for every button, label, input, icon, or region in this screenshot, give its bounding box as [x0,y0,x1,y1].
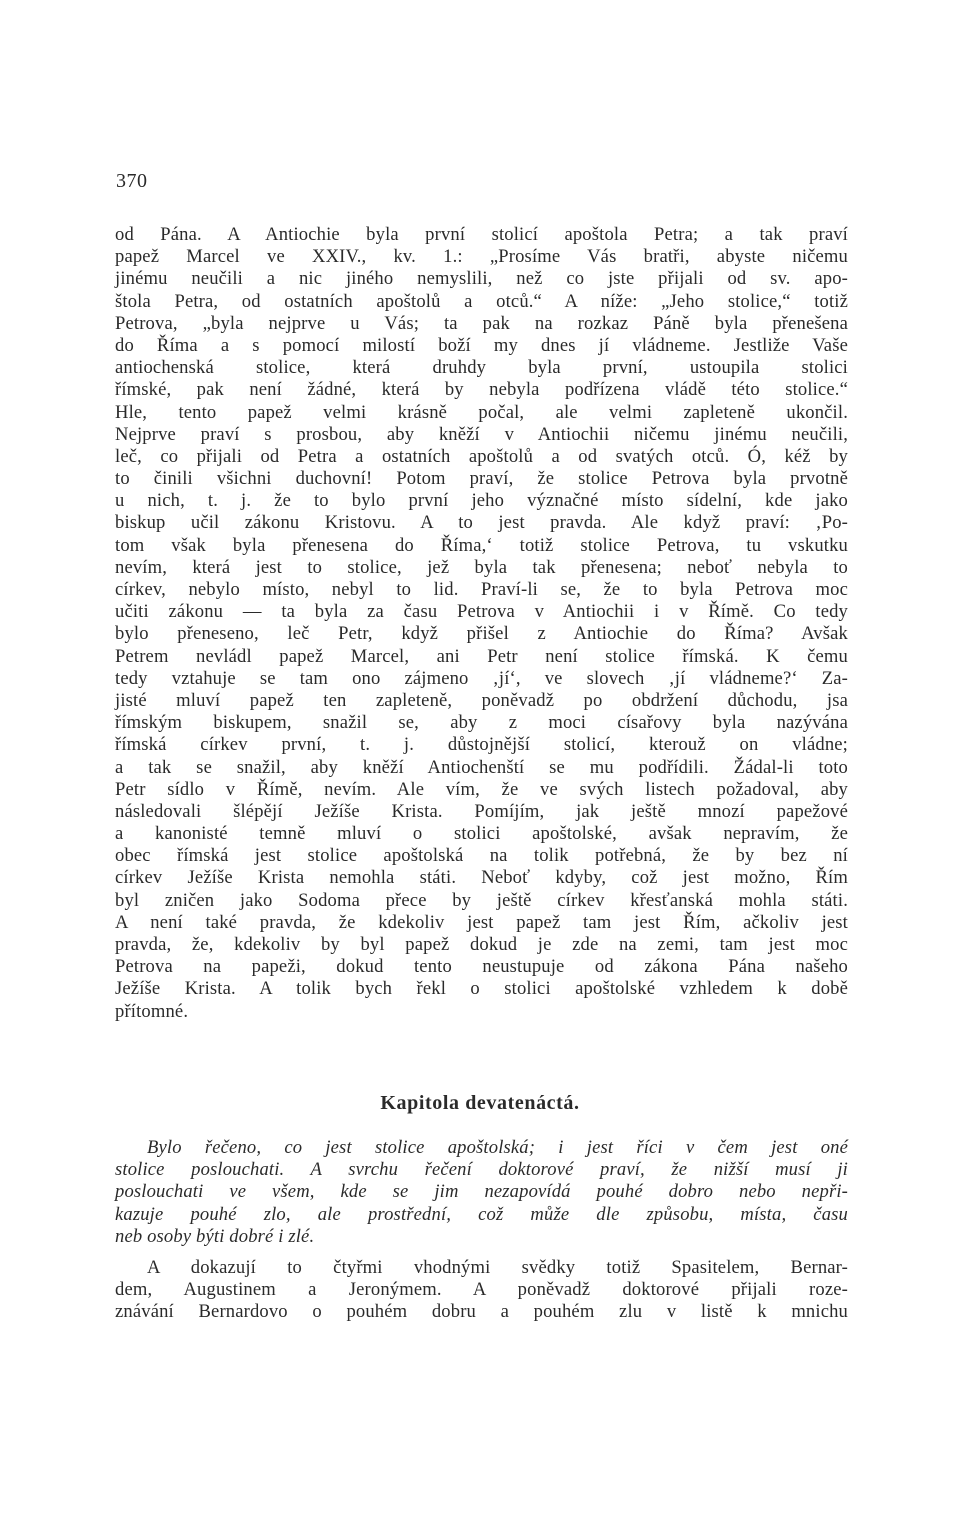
chapter-summary [115,1137,848,1248]
main-text [115,224,848,1023]
text-line: pravda, že, kdekoliv by byl papež dokud je zde na zemi, tam jest moc [115,934,848,955]
summary-line: Bylo řečeno, co jest stolice apoštolská; i jest říci v čem jest oné [147,1137,848,1158]
text-line: antiochenská stolice, která druhdy byla první, ustoupila stolici [115,357,848,379]
summary-line: poslouchati ve všem, kde se jim nezapovídá pouhé dobro nebo nepři- [115,1181,848,1203]
text-line: církev Ježíše Krista nemohla státi. Neboť kdyby, což jest možno, Řím [115,867,848,889]
text-line: a kanonisté temně mluví o stolici apoštolské, avšak nepravím, že [115,823,848,845]
text-line: Ježíše Krista. A tolik bych řekl o stolici apoštolské vzhledem k době [115,978,848,1000]
text-line: znávání Bernardovo o pouhém dobru a pouhém zlu v listě k mnichu [115,1301,848,1323]
text-line: A dokazují to čtyřmi vhodnými svědky totiž Spasitelem, Bernar- [147,1257,848,1278]
text-line: obec římská jest stolice apoštolská na tolik potřebná, že by bez ní [115,845,848,867]
text-line: Petrem nevládl papež Marcel, ani Petr není stolice římská. K čemu [115,645,848,667]
text-line: štola Petra, od ostatních apoštolů a otců.“ A níže: „Jeho stolice,“ totiž [115,290,848,312]
text-line: nevím, která jest to stolice, jež byla tak přenesena; neboť nebyla to [115,556,848,578]
text-line: jinému neučili a nic jiného nemyslili, než co jste přijali od sv. apo- [115,268,848,290]
summary-line: stolice poslouchati. A svrchu řečení doktorové praví, že nižší musí ji [115,1159,848,1181]
text-line: jisté mluví papež ten zapleteně, poněvadž po obdržení důchodu, jsa [115,689,848,711]
chapter-text [115,1257,848,1324]
text-line: papež Marcel ve XXIV., kv. 1.: „Prosíme Vás bratři, abyste ničemu [115,246,848,268]
text-line: leč, co přijali od Petra a ostatních apoštolů a od svatých otců. Ó, kéž by [115,445,848,467]
text-line: u nich, t. j. že to bylo první jeho význačné místo sídelní, kde jako [115,490,848,512]
text-line: bylo přeneseno, leč Petr, když přišel z Antiochie do Říma? Avšak [115,623,848,645]
text-line: tom však byla přenesena do Říma,‘ totiž stolice Petrova, tu vskutku [115,534,848,556]
summary-line: neb osoby býti dobré i zlé. [115,1225,315,1247]
text-line: Petr sídlo v Římě, nevím. Ale vím, že ve svých listech požadoval, aby [115,778,848,800]
page-number: 370 [116,170,148,192]
summary-line: kazuje pouhé zlo, ale prostřední, což může dle způsobu, místa, času [115,1203,848,1225]
text-line: do Říma a s pomocí milostí boží my dnes jí vládneme. Jestliže Vaše [115,334,848,356]
text-line: římským biskupem, snažil se, aby z moci císařovy byla nazývána [115,712,848,734]
text-line: a tak se snažil, aby kněží Antiochenští se mu podřídili. Žádal-li toto [115,756,848,778]
text-line: tedy vztahuje se tam ono zájmeno ‚jí‘, ve slovech ‚jí vládneme?‘ Za- [115,667,848,689]
text-line: přítomné. [115,1000,189,1022]
text-line: následovali šlépějí Ježíše Krista. Pomíjím, jak ještě mnozí papežové [115,800,848,822]
text-line: biskup učil zákonu Kristovu. A to jest pravda. Ale když praví: ‚Po- [115,512,848,534]
text-line: dem, Augustinem a Jeronýmem. A poněvadž doktorové přijali roze- [115,1279,848,1301]
chapter-title: Kapitola devatenáctá. [380,1092,580,1114]
text-line: římské, pak není žádné, která by nebyla podřízena vládě této stolice.“ [115,379,848,401]
text-line: církev, nebylo místo, nebyl to lid. Praví-li se, že to byla Petrova moc [115,579,848,600]
text-line: od Pána. A Antiochie byla první stolicí apoštola Petra; a tak praví [115,224,848,245]
text-line: to činili všichni duchovní! Potom praví, že stolice Petrova byla prvotně [115,468,848,490]
text-line: Nejprve praví s prosbou, aby kněží v Antiochii ničemu jinému neučili, [115,423,848,445]
text-line: římská církev první, t. j. důstojnější stolicí, kterouž on vládne; [115,734,848,756]
text-line: Hle, tento papež velmi krásně počal, ale velmi zapleteně ukončil. [115,401,848,423]
text-line: byl zničen jako Sodoma přece by ještě církev křesťanská mohla státi. [115,889,848,911]
text-line: Petrova, „byla nejprve u Vás; ta pak na rozkaz Páně byla přenešena [115,312,848,334]
text-line: učiti zákonu — ta byla za času Petrova v Antiochii i v Římě. Co tedy [115,601,848,623]
text-line: A není také pravda, že kdekoliv jest papež tam jest Řím, ačkoliv jest [115,911,848,933]
text-line: Petrova na papeži, dokud tento neustupuje od zákona Pána našeho [115,956,848,978]
